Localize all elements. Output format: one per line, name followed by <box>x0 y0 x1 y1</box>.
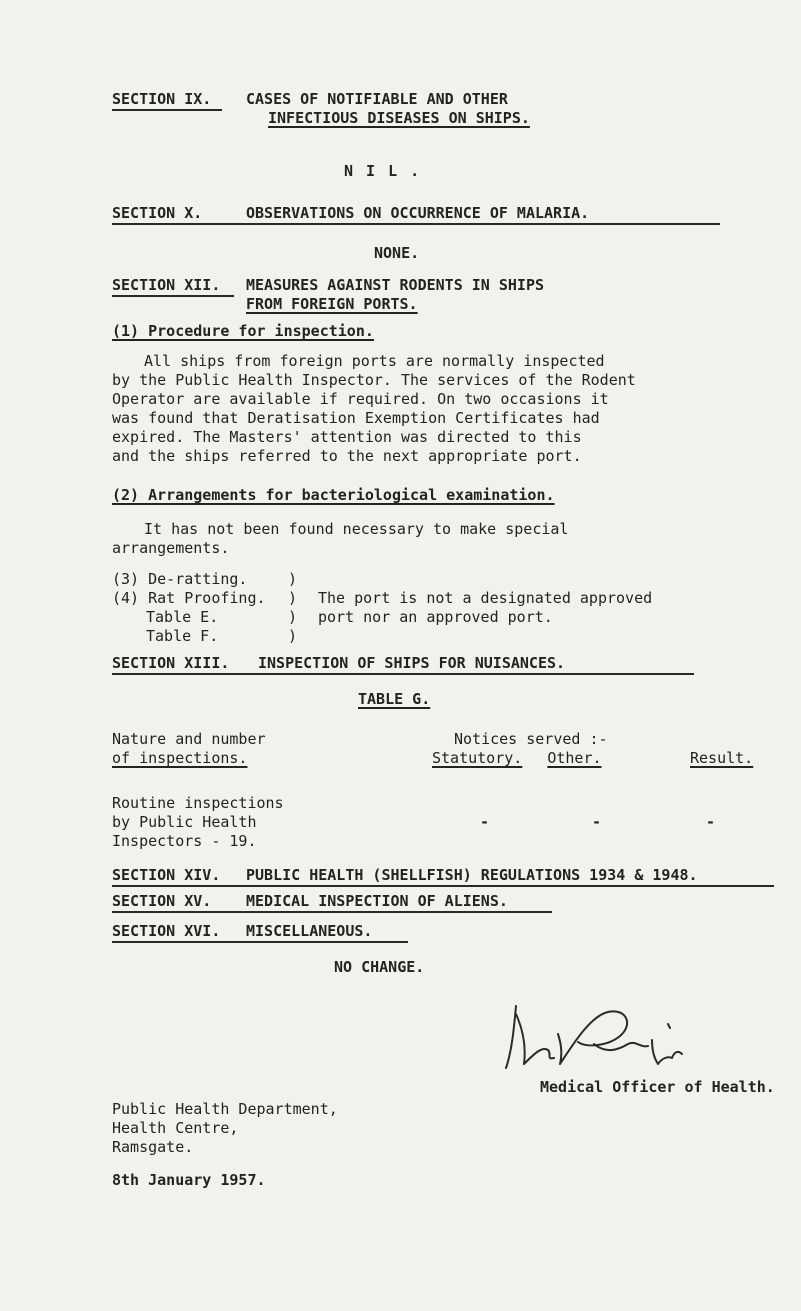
section-13-number: SECTION XIII. <box>112 654 230 672</box>
bracket: ) ) ) ) <box>288 570 298 645</box>
paragraph-line: It has not been found necessary to make special <box>144 520 569 538</box>
row-cell: by Public Health <box>112 813 257 831</box>
section-10-title: OBSERVATIONS ON OCCURRENCE OF MALARIA. <box>246 204 590 222</box>
paragraph-line: was found that Deratisation Exemption Certificates had <box>112 409 600 427</box>
paragraph-line: expired. The Masters' attention was directed to this <box>112 428 582 446</box>
section-9-underline <box>112 109 222 111</box>
table-g-title: TABLE G. <box>358 690 431 708</box>
arrangements-paragraph <box>112 520 568 558</box>
section-13-title: INSPECTION OF SHIPS FOR NUISANCES. <box>258 654 566 672</box>
item-deratting: (3) De-ratting. <box>112 570 248 588</box>
column-header-other: Other. <box>547 749 602 767</box>
section-16-body: NO CHANGE. <box>334 958 425 976</box>
section-14-underline <box>112 885 774 887</box>
signatory-role: Medical Officer of Health. <box>540 1078 775 1096</box>
handwritten-signature <box>502 994 702 1074</box>
procedure-paragraph <box>112 352 636 466</box>
paragraph-line: by the Public Health Inspector. The services of the Rodent <box>112 371 636 389</box>
nil-text: N I L . <box>344 162 422 180</box>
port-designation-note <box>318 589 652 627</box>
department-address <box>112 1100 338 1157</box>
note-line: The port is not a designated approved <box>318 589 653 607</box>
section-12-number: SECTION XII. <box>112 276 221 294</box>
table-g-column-notices <box>432 730 608 768</box>
row-cell: Routine inspections <box>112 794 284 812</box>
section-16-title: MISCELLANEOUS. <box>246 922 373 940</box>
section-15-title: MEDICAL INSPECTION OF ALIENS. <box>246 892 508 910</box>
item-rat-proofing: (4) Rat Proofing. <box>112 589 266 607</box>
column-header: of inspections. <box>112 749 248 767</box>
section-10-number: SECTION X. <box>112 204 203 222</box>
table-g-column-result: Result. <box>690 749 754 767</box>
column-header-statutory: Statutory. <box>432 749 523 767</box>
section-14-title: PUBLIC HEALTH (SHELLFISH) REGULATIONS 1934 & 1948. <box>246 866 698 884</box>
paragraph-line: arrangements. <box>112 539 230 557</box>
section-16-underline <box>112 941 408 943</box>
section-16-number: SECTION XVI. <box>112 922 221 940</box>
table-g-column-nature <box>112 730 266 768</box>
heading-bacteriological-examination: (2) Arrangements for bacteriological examination. <box>112 486 555 504</box>
table-g-other-value: - <box>592 813 602 831</box>
address-line: Public Health Department, <box>112 1100 338 1118</box>
section-14-number: SECTION XIV. <box>112 866 221 884</box>
address-line: Ramsgate. <box>112 1138 194 1156</box>
section-15-underline <box>112 911 552 913</box>
deratting-items <box>112 570 266 646</box>
section-9-number: SECTION IX. <box>112 90 212 108</box>
item-table-e: Table E. <box>146 608 219 626</box>
section-9-title-line-1: CASES OF NOTIFIABLE AND OTHER <box>246 90 508 108</box>
column-header: Notices served :- <box>454 730 608 748</box>
paragraph-line: and the ships referred to the next appropriate port. <box>112 447 582 465</box>
heading-procedure-inspection: (1) Procedure for inspection. <box>112 322 374 340</box>
section-12-title-line-1: MEASURES AGAINST RODENTS IN SHIPS <box>246 276 545 294</box>
column-header: Nature and number <box>112 730 266 748</box>
section-15-number: SECTION XV. <box>112 892 212 910</box>
section-9-title-line-2: INFECTIOUS DISEASES ON SHIPS. <box>268 109 530 127</box>
row-cell: Inspectors - 19. <box>112 832 257 850</box>
table-g-statutory-value: - <box>480 813 490 831</box>
table-g-row-routine <box>112 794 284 851</box>
note-line: port nor an approved port. <box>318 608 553 626</box>
paragraph-line: Operator are available if required. On two occasions it <box>112 390 609 408</box>
section-13-underline <box>112 673 694 675</box>
document-date: 8th January 1957. <box>112 1171 266 1189</box>
paragraph-line: All ships from foreign ports are normally inspected <box>144 352 605 370</box>
address-line: Health Centre, <box>112 1119 239 1137</box>
section-12-title-line-2: FROM FOREIGN PORTS. <box>246 295 418 313</box>
section-10-underline <box>112 223 720 225</box>
section-10-body: NONE. <box>374 244 420 262</box>
section-12-underline <box>112 295 234 297</box>
item-table-f: Table F. <box>146 627 219 645</box>
table-g-result-value: - <box>706 813 716 831</box>
